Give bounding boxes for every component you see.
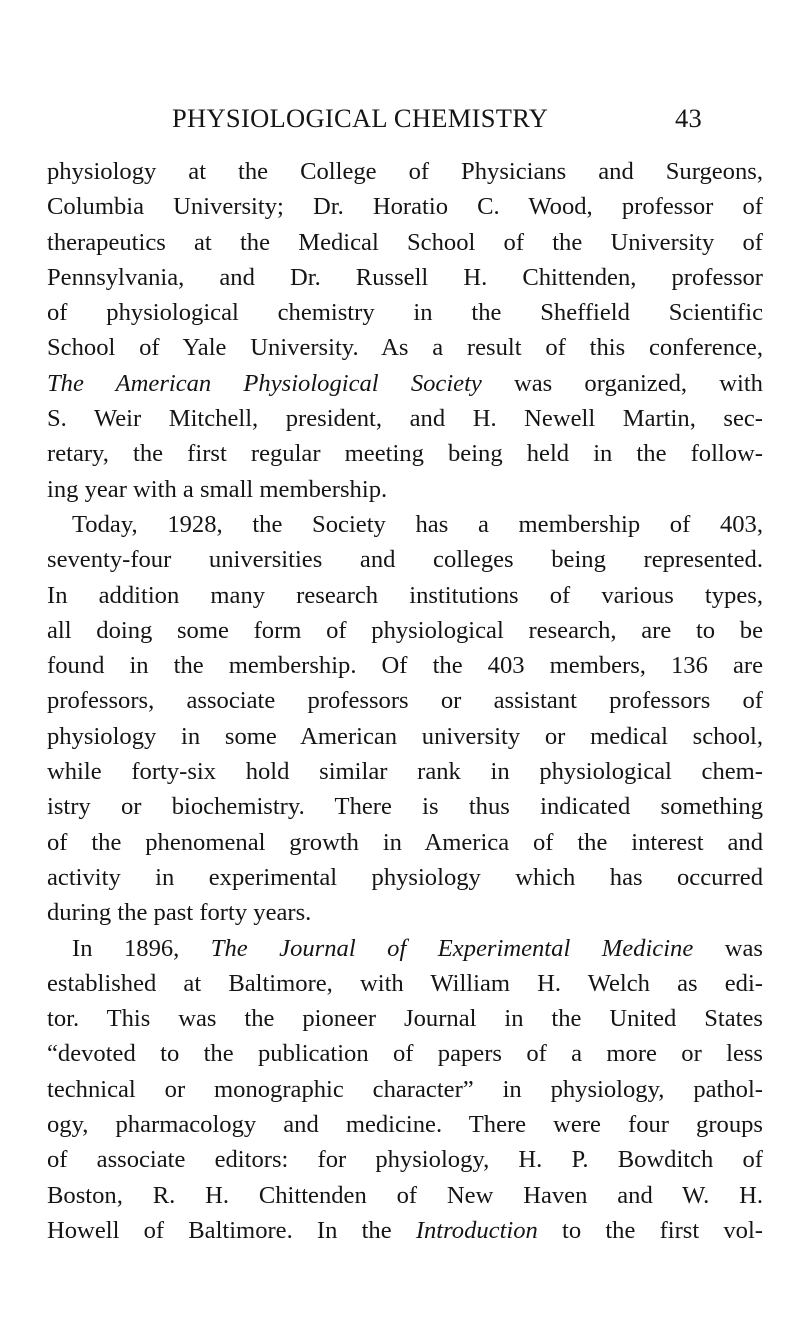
text-segment: Howell of Baltimore. In the [47, 1216, 416, 1244]
text-line: retary, the first regular meeting being held in the follow- [47, 440, 763, 468]
text-line: found in the membership. Of the 403 members, 136 are [47, 652, 763, 680]
text-line: Pennsylvania, and Dr. Russell H. Chittenden, professor [47, 263, 763, 291]
body-text [47, 154, 763, 1248]
running-head [172, 98, 732, 138]
text-segment: was organized, with [481, 369, 763, 397]
text-line: ing year with a small membership. [47, 475, 388, 503]
text-line: physiology at the College of Physicians and Surgeons, [47, 158, 763, 185]
text-line: technical or monographic character” in physiology, pathol- [47, 1075, 763, 1103]
text-segment: to the first vol- [537, 1216, 763, 1244]
text-line: seventy-four universities and colleges being represented. [47, 546, 763, 574]
text-line: therapeutics at the Medical School of the University of [47, 228, 763, 256]
text-line: of the phenomenal growth in America of the interest and [47, 828, 763, 856]
text-line [47, 1213, 763, 1248]
text-line: Boston, R. H. Chittenden of New Haven and W. H. [47, 1181, 763, 1209]
text-line: activity in experimental physiology which has occurred [47, 863, 763, 891]
text-line: ogy, pharmacology and medicine. There were four groups [47, 1111, 763, 1139]
text-segment: was [693, 934, 763, 962]
text-line: of physiological chemistry in the Sheffield Scientific [47, 299, 763, 327]
text-line: all doing some form of physiological research, are to be [47, 616, 763, 644]
page-number: 43 [675, 103, 703, 133]
text-line: In addition many research institutions of various types, [47, 581, 763, 609]
text-line: of associate editors: for physiology, H. P. Bowditch of [47, 1146, 763, 1174]
running-title: PHYSIOLOGICAL CHEMISTRY [172, 103, 549, 133]
text-line: School of Yale University. As a result of this conference, [47, 334, 763, 362]
text-line: istry or biochemistry. There is thus indicated something [47, 793, 763, 821]
text-line: physiology in some American university or medical school, [47, 722, 763, 750]
text-line: established at Baltimore, with William H. Welch as edi- [47, 969, 763, 997]
society-name-italic: The American Physiological Society [47, 369, 482, 397]
journal-name-italic: The Journal of Experimental Medicine [210, 934, 694, 962]
text-line: Today, 1928, the Society has a membership of 403, [72, 510, 763, 538]
introduction-italic: Introduction [415, 1216, 538, 1244]
text-line: while forty-six hold similar rank in physiological chem- [47, 758, 763, 786]
text-line [47, 366, 763, 401]
text-segment: In 1896, [72, 934, 211, 962]
text-line: “devoted to the publication of papers of a more or less [47, 1040, 763, 1068]
text-line [47, 931, 763, 966]
text-line: S. Weir Mitchell, president, and H. Newell Martin, sec- [47, 405, 763, 433]
text-line: tor. This was the pioneer Journal in the United States [47, 1005, 763, 1033]
text-line: professors, associate professors or assistant professors of [47, 687, 763, 715]
text-line: Columbia University; Dr. Horatio C. Wood, professor of [47, 193, 763, 221]
text-line: during the past forty years. [47, 899, 312, 927]
